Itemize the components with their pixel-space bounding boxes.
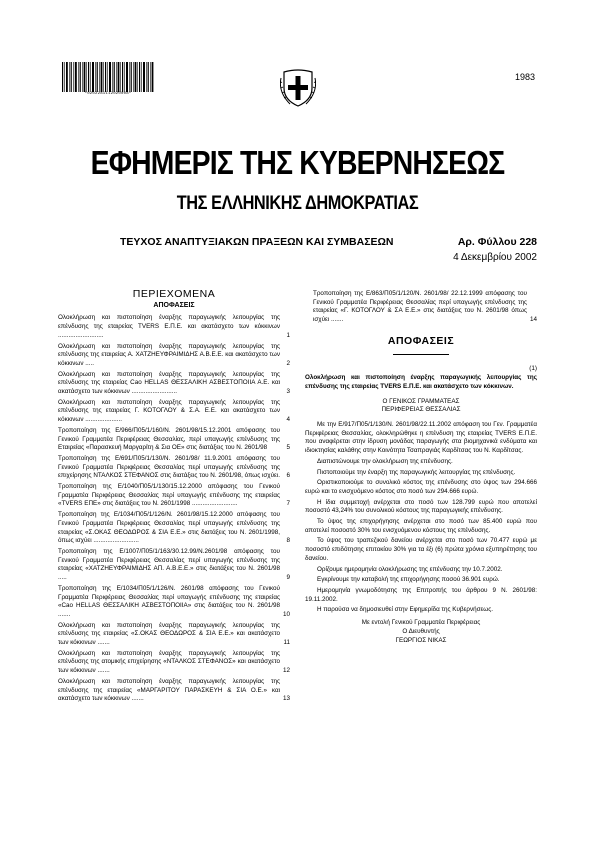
toc-item-text: Τροποποίηση της Ε/691/Π05/1/130/Ν. 2601/98/ 11.9.2001 απόφασης του Γενικού Γραμματέα Περιφέρειας Θεσσαλίας περί υπαγωγής επένδυσης της επιχείρησης ΝΤΑΛΚΟΣ ΣΤΕΦΑΝΟΣ στις διατάξεις του Ν. 2601/98, όπως ισχύει. [58, 454, 280, 480]
decision-paragraph: Με την Ε/917/Π05/1/130/Ν. 2601/98/22.11.2002 απόφαση του Γεν. Γραμματέα Περιφέρειας Θεσσαλίας, ολοκληρώθηκε η επένδυση της εταιρείας TVERS Ε.Π.Ε. που αναφέρεται στην ίδρυση μονάδας παραγωγής στα βιομηχανικά ενδύματα και ιδιοκτησίας καλάθης στην Κοινότητα Τσαπραγιάς Καρδίτσας του Ν. Καρδίτσας. [305, 421, 537, 455]
signature-name: ΓΕΩΡΓΙΟΣ ΝΙΚΑΣ [395, 636, 447, 644]
decision-title: Ολοκλήρωση και πιστοποίηση έναρξης παραγωγικής λειτουργίας της επένδυσης της εταιρείας TVERS Ε.Π.Ε. και ακατάσχετο των κόκκινων. [305, 374, 537, 390]
sheet-number: Αρ. Φύλλου 228 [457, 236, 537, 248]
toc-item-page: 12 [282, 667, 290, 675]
decision-paragraph: Η ίδια συμμετοχή ανέρχεται στο ποσό των 128.799 ευρώ που αποτελεί ποσοστό 43,24% του συνολικού κόστους της παραγωγικής επένδυσης. [305, 498, 537, 515]
toc-item-page: 4 [286, 416, 290, 424]
toc-item-page: 5 [286, 444, 290, 452]
authority-line: Ο ΓΕΝΙΚΟΣ ΓΡΑΜΜΑΤΕΑΣ [382, 397, 460, 405]
decision-paragraph: Διαπιστώνουμε την ολοκλήρωση της επένδυσης. [317, 457, 453, 465]
issue-date: 4 Δεκεμβρίου 2002 [453, 252, 537, 263]
toc-item-text: Τροποποίηση της Ε/966/Π05/1/160/Ν. 2601/98/15.12.2001 απόφασης του Γενικού Γραμματέα Περιφέρειας Θεσσαλίας, περί υπαγωγής επένδυσης της Εταιρείας «Παρασκευή Μαργαρίτη & Σια ΟΕ» στις διατάξεις του Ν. 2601/98 [58, 426, 280, 452]
toc-item [58, 650, 290, 676]
toc-item [58, 622, 290, 648]
toc-item [58, 427, 290, 453]
toc-subheading: ΑΠΟΦΑΣΕΙΣ [153, 301, 195, 309]
toc-item [58, 314, 290, 340]
toc-item [58, 371, 290, 397]
toc-item [305, 290, 537, 325]
issue-row [120, 236, 537, 248]
decision-paragraph: Ημερομηνία γνωμοδότησης της Επιτροπής του άρθρου 9 Ν. 2601/98: 19.11.2002. [305, 586, 537, 603]
toc-heading: ΠΕΡΙΕΧΟΜΕΝΑ [132, 288, 216, 300]
coat-of-arms-icon [280, 68, 316, 108]
decision-paragraph: Το ύψος της επιχορήγησης ανέρχεται στο ποσό των 85.400 ευρώ που αποτελεί ποσοστό 30% του ενισχυόμενου κόστους της επένδυσης. [305, 518, 537, 534]
signature-line: Με εντολή Γενικού Γραμματέα Περιφέρειας [361, 619, 481, 627]
signature-line: Ο Διευθυντής [402, 627, 440, 635]
toc-item-page: 7 [286, 500, 290, 508]
toc-item-page: 3 [286, 388, 290, 396]
toc-item-page: 13 [282, 695, 290, 703]
toc-item-page: 8 [286, 537, 290, 545]
toc-item-page: 11 [283, 639, 290, 647]
decision-right-column [305, 290, 537, 645]
decision-paragraph: Οριστικοποιούμε το συνολικό κόστος της επένδυσης στο ύψος των 294.666 ευρώ και το ενισχυόμενο κόστος στο ποσό των 294.666 ευρώ. [305, 479, 537, 495]
toc-item-text: Ολοκλήρωση και πιστοποίηση έναρξης παραγωγικής λειτουργίας της επένδυσης της εταιρείας «Σ.ΟΚΑΣ ΘΕΟΔΩΡΟΣ & ΣΙΑ Ε.Ε.» και ακατάσχετο των κόκκινων ....... [58, 621, 280, 647]
toc-item-text: Τροποποίηση της Ε/1040/Π05/1/130/15.12.2000 απόφασης του Γενικού Γραμματέα Περιφέρειας Θεσσαλίας περί υπαγωγής επένδυσης της εταιρείας «TVERS ΕΠΕ» στις διατάξεις του Ν. 2601/1998 .......................... [58, 483, 280, 508]
toc-item [58, 455, 290, 481]
gazette-subtitle: ΤΗΣ ΕΛΛΗΝΙΚΗΣ ΔΗΜΟΚΡΑΤΙΑΣ [176, 193, 419, 214]
toc-left-column [58, 290, 290, 706]
decision-paragraph: Πιστοποιούμε την έναρξη της παραγωγικής λειτουργίας της επένδυσης. [317, 468, 516, 476]
decision-paragraph: Ορίζουμε ημερομηνία ολοκλήρωσης της επένδυσης την 10.7.2002. [317, 565, 503, 573]
toc-item-page: 10 [282, 610, 290, 618]
toc-item-text: Τροποποίηση της Ε/1034/Π05/1/126/Ν. 2601/98/15.12.2000 απόφασης του Γενικού Γραμματέα Περιφέρειας Θεσσαλίας περί υπαγωγής επένδυσης της εταιρείας «Σ.ΟΚΑΣ ΘΕΟΔΩΡΟΣ & ΣΙΑ Ε.Ε.» στις διατάξεις του Ν. 2601/1998, όπως ισχύει .......................... [58, 511, 280, 545]
toc-item [58, 343, 290, 369]
decision-paragraph: Το ύψος του τραπεζικού δανείου ανέρχεται στο ποσό των 70.477 ευρώ με ποσοστό επιδότησης επιτοκίου 30% για τα έξι (6) πρώτα χρόνια εξυπηρέτησης του δανείου. [305, 537, 537, 562]
toc-item [58, 585, 290, 620]
toc-item-text: Ολοκλήρωση και πιστοποίηση έναρξης παραγωγικής λειτουργίας της επένδυσης της εταιρείας «ΜΑΡΓΑΡΙΤΟΥ ΠΑΡΑΣΚΕΥΗ & ΣΙΑ Ο.Ε.» και ακατάσχετο των κόκκινων ....... [58, 677, 280, 703]
toc-item-text: Ολοκλήρωση και πιστοποίηση έναρξης παραγωγικής λειτουργίας της επένδυσης της εταιρείας TVERS Ε.Π.Ε. και ακατάσχετο των κόκκινων .......................... [58, 314, 280, 339]
toc-item-page: 6 [286, 472, 290, 480]
toc-item-text: Ολοκλήρωση και πιστοποίηση έναρξης παραγωγικής λειτουργίας της επένδυσης της εταιρείας Α. ΧΑΤΖΗΕΥΦΡΑΙΜΙΔΗΣ Α.Β.Ε.Ε. και ακατάσχετο των κόκκινων ..... [58, 342, 280, 367]
toc-item-text: Τροποποίηση της Ε/1034/Π05/1/126/Ν. 2601/98 απόφασης του Γενικού Γραμματέα Περιφέρειας Θεσσαλίας περί υπαγωγής επένδυσης της εταιρείας «Cao HELLAS ΘΕΣΣΑΛΙΚΗ ΑΣΒΕΣΤΟΠΟΙΙΑ» στις διατάξεις του Ν. 2601/98 ....... [58, 584, 280, 618]
gazette-title: ΕΦΗΜΕΡΙΣ ΤΗΣ ΚΥΒΕΡΝΗΣΕΩΣ [90, 144, 505, 181]
toc-item-text: Τροποποίηση της Ε/863/Π05/1/120/Ν. 2601/98/ 22.12.1999 απόφασης του Γενικού Γραμματέα Περιφέρειας Θεσσαλίας περί υπαγωγής επένδυσης της εταιρείας «Γ. ΚΟΤΟΓΛΟΥ & ΣΑ Ε.Ε.» στις διατάξεις του Ν. 2601/98 όπως ισχύει ....... [313, 290, 527, 324]
toc-item-text: Ολοκλήρωση και πιστοποίηση έναρξης παραγωγικής λειτουργίας της επένδυσης της εταιρείας Cao HELLAS ΘΕΣΣΑΛΙΚΗ ΑΣΒΕΣΤΟΠΟΙΙΑ Α.Ε. και ακατάσχετο των κόκκινων .......................... [58, 370, 280, 396]
toc-item [58, 399, 290, 425]
toc-item-page: 9 [286, 574, 290, 582]
toc-item-text: Τροποποίηση της Ε/1007/Π05/1/163/30.12.99/Ν.2601/98 απόφασης του Γενικού Γραμματέα Περιφέρειας Θεσσαλίας περί υπαγωγής επένδυσης της εταιρείας «ΧΑΤΖΗΕΥΦΡΑΙΜΙΔΗΣ ΑΠ. Α.Β.Ε.Ε.» στις διατάξεις του Ν. 2601/98 ..... [58, 547, 280, 582]
decisions-heading: ΑΠΟΦΑΣΕΙΣ [387, 334, 455, 347]
toc-item [58, 548, 290, 583]
barcode-image [62, 62, 154, 92]
decision-paragraph: Η παρούσα να δημοσιευθεί στην Εφημερίδα της Κυβερνήσεως. [317, 606, 494, 614]
authority-line: ΠΕΡΙΦΕΡΕΙΑΣ ΘΕΣΣΑΛΙΑΣ [381, 406, 461, 414]
decision-number: (1) [529, 364, 537, 372]
toc-item-text: Ολοκλήρωση και πιστοποίηση έναρξης παραγωγικής λειτουργίας της επένδυσης της εταιρείας Γ. ΚΟΤΟΓΛΟΥ & Σ.Α. Ε.Ε. και ακατάσχετο των κόκκινων ..................... [58, 398, 280, 424]
toc-item [58, 483, 290, 509]
toc-item [58, 511, 290, 546]
toc-item [58, 678, 290, 704]
divider [393, 354, 449, 355]
barcode-number: *0202281112020008* [84, 92, 132, 96]
toc-item-page: 2 [286, 359, 290, 367]
page-number: 1983 [514, 72, 535, 82]
issue-type: ΤΕΥΧΟΣ ΑΝΑΠΤΥΞΙΑΚΩΝ ΠΡΑΞΕΩΝ ΚΑΙ ΣΥΜΒΑΣΕΩΝ [120, 236, 394, 248]
decision-paragraph: Εγκρίνουμε την καταβολή της επιχορήγησης ποσού 36.901 ευρώ. [317, 576, 500, 584]
toc-item-page: 14 [529, 316, 537, 324]
toc-item-page: 1 [286, 331, 290, 339]
toc-item-text: Ολοκλήρωση και πιστοποίηση έναρξης παραγωγικής λειτουργίας της επένδυσης της ατομικής επιχείρησης «ΝΤΑΛΚΟΣ ΣΤΕΦΑΝΟΣ» και ακατάσχετο των κόκκινων ....... [58, 649, 280, 675]
